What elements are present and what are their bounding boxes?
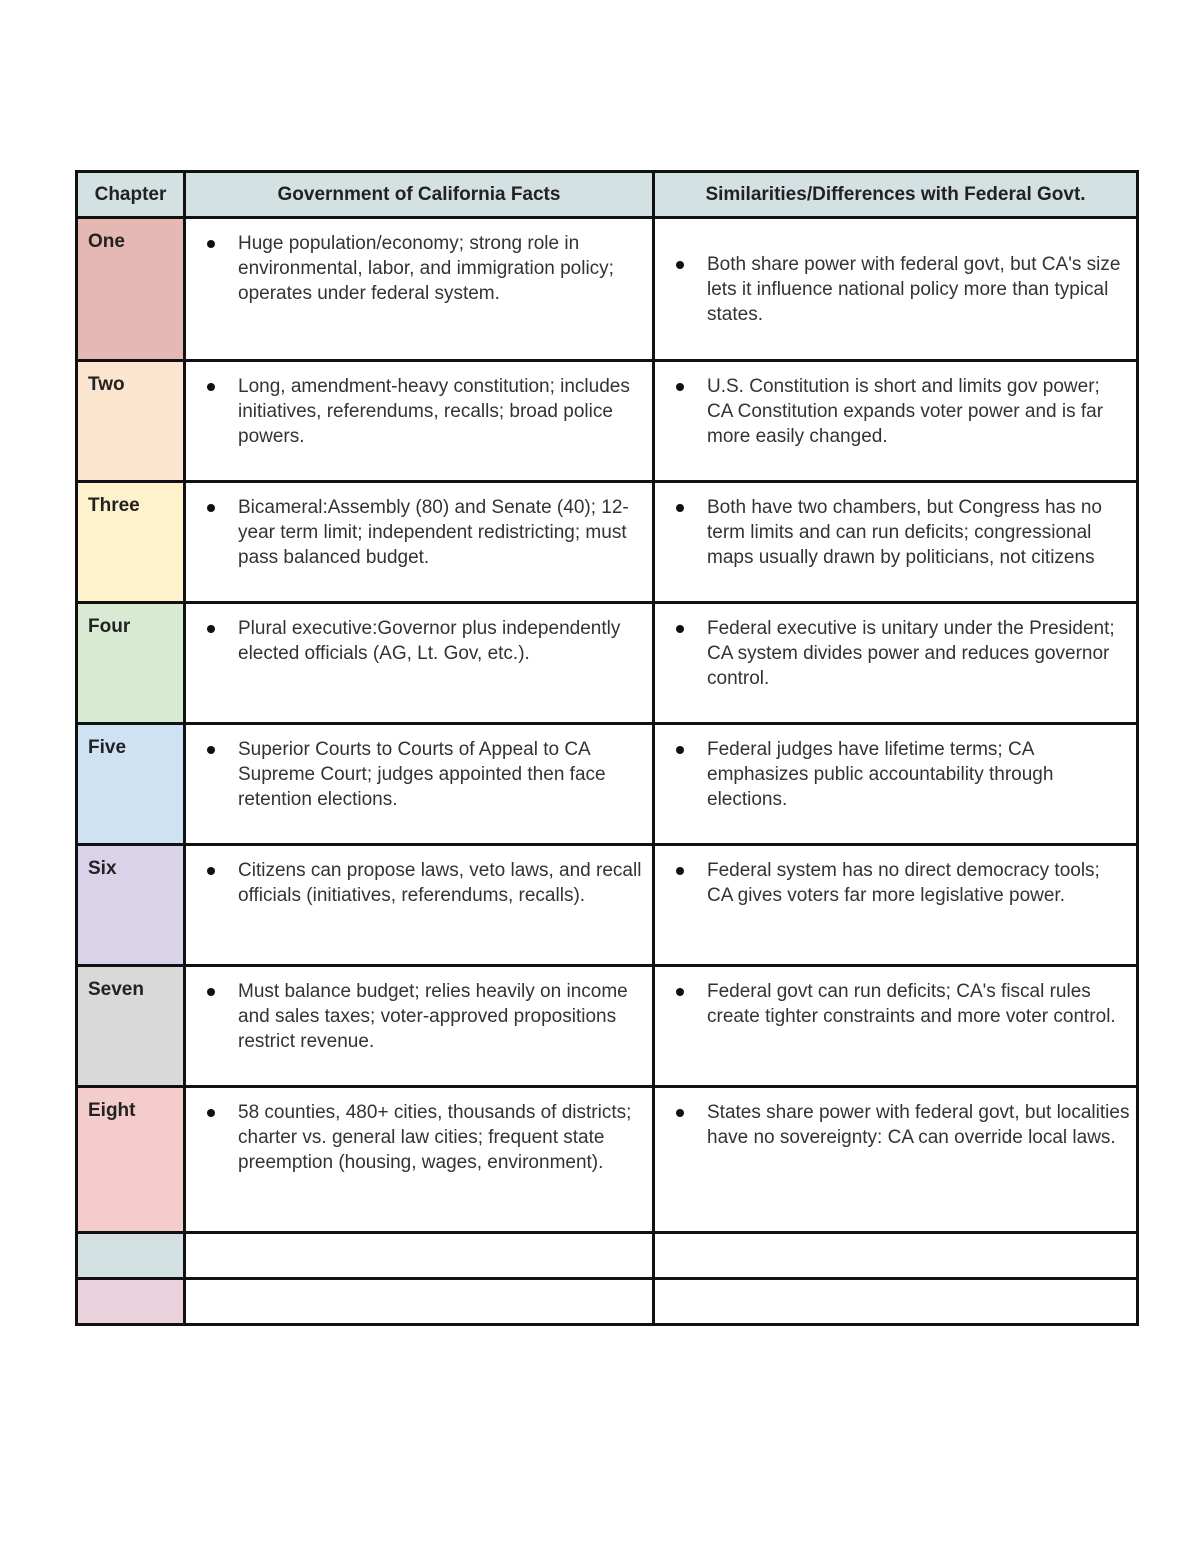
header-row	[77, 172, 1138, 218]
ca-facts-cell	[185, 1233, 654, 1279]
chapter-cell	[77, 1233, 185, 1279]
federal-cell	[654, 845, 1138, 966]
ca-fact-text: Plural executive:Governor plus independently elected officials (AG, Lt. Gov, etc.).	[186, 616, 646, 666]
federal-cell	[654, 724, 1138, 845]
federal-text: Federal executive is unitary under the President; CA system divides power and reduces governor control.	[655, 616, 1130, 691]
federal-cell	[654, 1087, 1138, 1233]
header-ca-facts: Government of California Facts	[185, 172, 654, 218]
table-row	[77, 361, 1138, 482]
table-row	[77, 603, 1138, 724]
chapter-label: Five	[88, 737, 127, 758]
empty-row	[77, 1233, 1138, 1279]
chapter-cell	[77, 966, 185, 1087]
federal-cell	[654, 361, 1138, 482]
table-row	[77, 724, 1138, 845]
chapter-cell	[77, 218, 185, 361]
federal-text: Federal system has no direct democracy tools; CA gives voters far more legislative power.	[655, 858, 1130, 908]
chapter-cell	[77, 361, 185, 482]
table-row	[77, 482, 1138, 603]
chapter-label: Eight	[88, 1100, 136, 1121]
ca-fact-text: Bicameral:Assembly (80) and Senate (40); 12-year term limit; independent redistricting; must pass balanced budget.	[186, 495, 646, 570]
ca-fact-text: 58 counties, 480+ cities, thousands of districts; charter vs. general law cities; frequent state preemption (housing, wages, environment).	[186, 1100, 646, 1175]
chapter-cell	[77, 845, 185, 966]
federal-text: Both have two chambers, but Congress has no term limits and can run deficits; congressional maps usually drawn by politicians, not citizens	[655, 495, 1130, 570]
table-row	[77, 845, 1138, 966]
ca-fact-text: Huge population/economy; strong role in environmental, labor, and immigration policy; operates under federal system.	[186, 231, 646, 306]
chapter-cell	[77, 724, 185, 845]
table-row	[77, 218, 1138, 361]
header-chapter: Chapter	[77, 172, 185, 218]
table-row	[77, 966, 1138, 1087]
federal-text: Federal judges have lifetime terms; CA emphasizes public accountability through elections.	[655, 737, 1130, 812]
chapter-label: Seven	[88, 979, 144, 1000]
ca-facts-cell	[185, 966, 654, 1087]
table-row	[77, 1087, 1138, 1233]
federal-text: U.S. Constitution is short and limits gov power; CA Constitution expands voter power and is far more easily changed.	[655, 374, 1130, 449]
chapter-label: Three	[88, 495, 140, 516]
ca-facts-cell	[185, 1087, 654, 1233]
federal-text: Federal govt can run deficits; CA's fiscal rules create tighter constraints and more voter control.	[655, 979, 1130, 1029]
ca-facts-cell	[185, 603, 654, 724]
ca-fact-text: Long, amendment-heavy constitution; includes initiatives, referendums, recalls; broad police powers.	[186, 374, 646, 449]
chapter-label: Six	[88, 858, 117, 879]
federal-cell	[654, 1233, 1138, 1279]
ca-fact-text: Citizens can propose laws, veto laws, and recall officials (initiatives, referendums, recalls).	[186, 858, 646, 908]
federal-text: Both share power with federal govt, but CA's size lets it influence national policy more than typical states.	[655, 252, 1130, 327]
chapter-cell	[77, 603, 185, 724]
federal-cell	[654, 603, 1138, 724]
empty-row	[77, 1279, 1138, 1325]
chapter-cell	[77, 1087, 185, 1233]
federal-cell	[654, 1279, 1138, 1325]
ca-facts-cell	[185, 724, 654, 845]
ca-facts-cell	[185, 218, 654, 361]
chapter-label: Two	[88, 374, 125, 395]
chapter-cell	[77, 482, 185, 603]
federal-text: States share power with federal govt, but localities have no sovereignty: CA can override local laws.	[655, 1100, 1130, 1150]
ca-facts-cell	[185, 845, 654, 966]
header-federal: Similarities/Differences with Federal Govt.	[654, 172, 1138, 218]
federal-cell	[654, 966, 1138, 1087]
comparison-table	[75, 170, 1139, 1326]
ca-facts-cell	[185, 482, 654, 603]
ca-fact-text: Must balance budget; relies heavily on income and sales taxes; voter-approved propositions restrict revenue.	[186, 979, 646, 1054]
ca-facts-cell	[185, 361, 654, 482]
ca-fact-text: Superior Courts to Courts of Appeal to CA Supreme Court; judges appointed then face retention elections.	[186, 737, 646, 812]
chapter-label: One	[88, 231, 125, 252]
chapter-cell	[77, 1279, 185, 1325]
federal-cell	[654, 218, 1138, 361]
chapter-label: Four	[88, 616, 131, 637]
federal-cell	[654, 482, 1138, 603]
ca-facts-cell	[185, 1279, 654, 1325]
